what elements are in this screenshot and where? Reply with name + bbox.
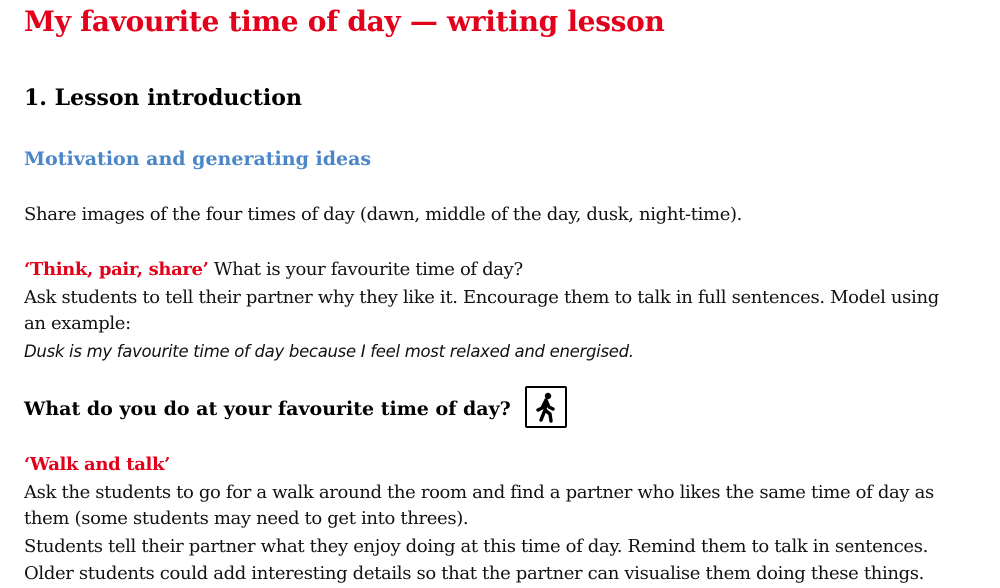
walk-and-talk-line-3: Students tell their partner what they enjoy doing at this time of day. Remind them to talk in sentences. [24, 536, 928, 557]
lesson-title: My favourite time of day — writing lesson [24, 5, 665, 38]
think-pair-share-label: ‘Think, pair, share’ [24, 259, 209, 280]
think-pair-share-line [24, 257, 523, 282]
intro-paragraph: Share images of the four times of day (dawn, middle of the day, dusk, night-time). [24, 204, 743, 225]
person-walking-icon [525, 386, 567, 428]
section-subheading: Motivation and generating ideas [24, 148, 372, 170]
think-pair-share-instruction-line-2: an example: [24, 313, 131, 334]
walk-and-talk-line-2: them (some students may need to get into threes). [24, 508, 469, 529]
think-pair-share-prompt: What is your favourite time of day? [208, 259, 523, 280]
walk-and-talk-line-4: Older students could add interesting details so that the partner can visualise them doing these things. [24, 563, 925, 584]
think-pair-share-instruction-line-1: Ask students to tell their partner why they like it. Encourage them to talk in full sentences. Model using [24, 287, 939, 308]
model-example-sentence: Dusk is my favourite time of day because I feel most relaxed and energised. [24, 342, 634, 361]
walk-and-talk-line-1: Ask the students to go for a walk around the room and find a partner who likes the same time of day as [24, 482, 934, 503]
walk-and-talk-label: ‘Walk and talk’ [24, 454, 171, 475]
section-heading: 1. Lesson introduction [24, 85, 302, 111]
discussion-question: What do you do at your favourite time of day? [24, 398, 511, 420]
